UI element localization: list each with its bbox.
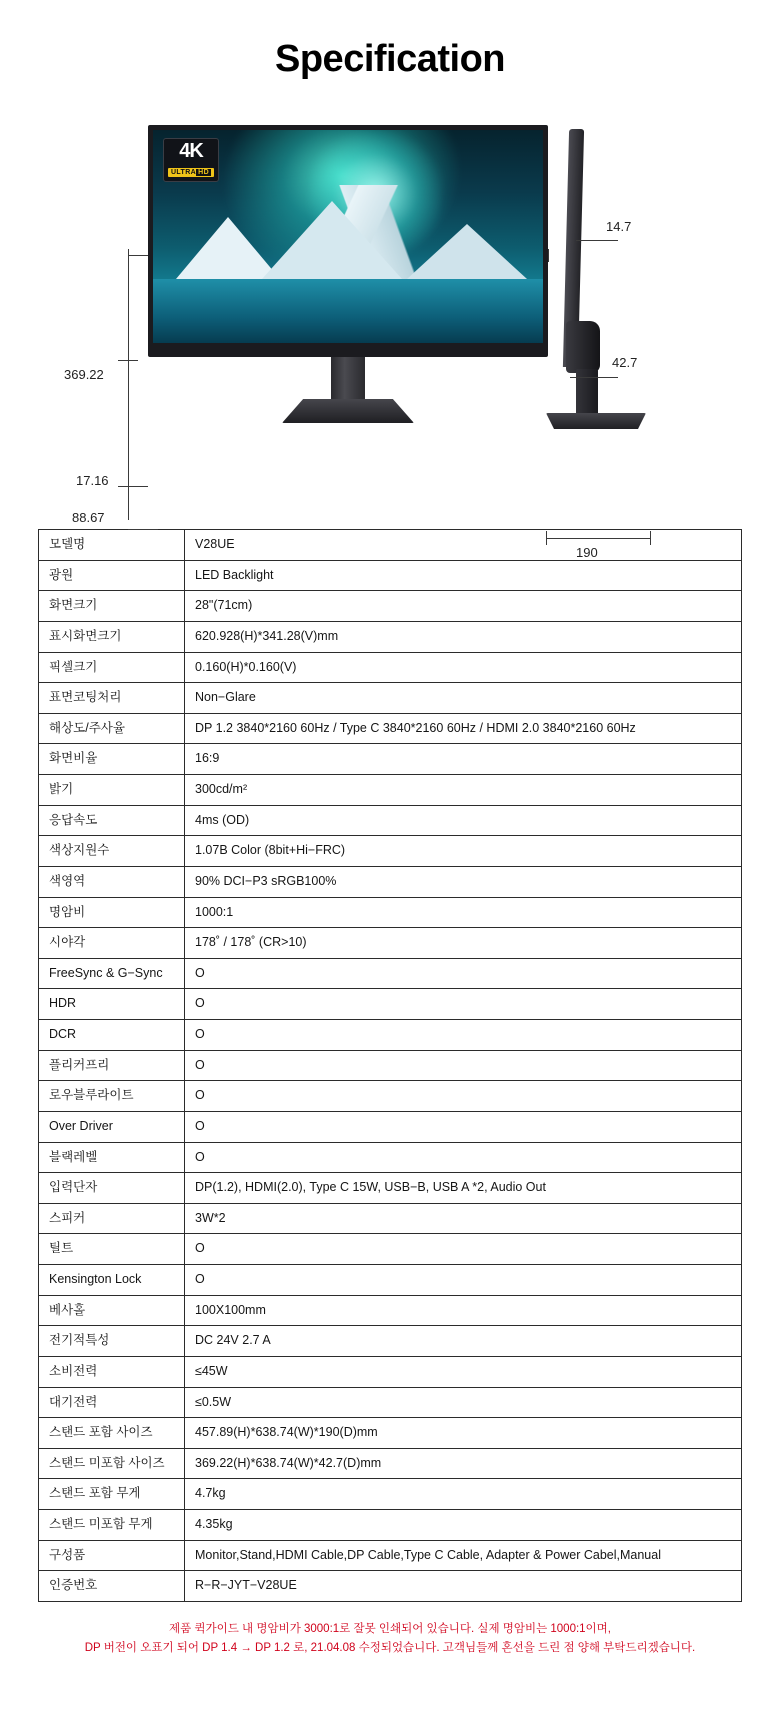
dimension-side-depth-top: 14.7	[606, 219, 632, 234]
table-row	[39, 1081, 742, 1112]
table-row	[39, 1418, 742, 1449]
spec-key: 픽셀크기	[39, 652, 185, 683]
spec-value: DC 24V 2.7 A	[185, 1326, 742, 1357]
spec-key: 표면코팅처리	[39, 683, 185, 714]
spec-key: 시야각	[39, 928, 185, 959]
dimension-line-base-depth	[546, 538, 650, 539]
spec-key: 블랙레벨	[39, 1142, 185, 1173]
dimension-base-depth: 190	[576, 545, 598, 560]
spec-value: O	[185, 958, 742, 989]
spec-key: 스탠드 포함 사이즈	[39, 1418, 185, 1449]
spec-value: O	[185, 1111, 742, 1142]
spec-key: Kensington Lock	[39, 1265, 185, 1296]
table-row	[39, 928, 742, 959]
spec-value: 457.89(H)*638.74(W)*190(D)mm	[185, 1418, 742, 1449]
monitor-front-view	[148, 125, 548, 357]
table-row	[39, 1326, 742, 1357]
monitor-base	[282, 399, 414, 423]
footnote-line-1: 제품 퀵가이드 내 명암비가 3000:1로 잘못 인쇄되어 있습니다. 실제 명암비는 1000:1이며,	[169, 1622, 611, 1635]
table-row	[39, 1203, 742, 1234]
spec-value: 4.7kg	[185, 1479, 742, 1510]
spec-key: 입력단자	[39, 1173, 185, 1204]
footnote	[38, 1620, 742, 1658]
specification-table-body	[39, 530, 742, 1602]
spec-value: 300cd/m²	[185, 775, 742, 806]
dimension-tick-side-top	[576, 240, 618, 241]
table-row	[39, 1295, 742, 1326]
spec-value: DP 1.2 3840*2160 60Hz / Type C 3840*2160 60Hz / HDMI 2.0 3840*2160 60Hz	[185, 713, 742, 744]
table-row	[39, 836, 742, 867]
table-row	[39, 1479, 742, 1510]
spec-value: 28"(71cm)	[185, 591, 742, 622]
spec-key: 로우블루라이트	[39, 1081, 185, 1112]
table-row	[39, 775, 742, 806]
table-row	[39, 683, 742, 714]
table-row	[39, 1571, 742, 1602]
spec-key: 모델명	[39, 530, 185, 561]
spec-key: 색영역	[39, 866, 185, 897]
table-row	[39, 591, 742, 622]
badge-4k-label: 4K	[179, 140, 203, 162]
table-row	[39, 897, 742, 928]
spec-value: 16:9	[185, 744, 742, 775]
spec-value: V28UE	[185, 530, 742, 561]
dimension-tick-total-height	[128, 529, 158, 530]
table-row	[39, 1540, 742, 1571]
table-row	[39, 621, 742, 652]
table-row	[39, 1020, 742, 1051]
spec-value: 369.22(H)*638.74(W)*42.7(D)mm	[185, 1448, 742, 1479]
spec-value: 0.160(H)*0.160(V)	[185, 652, 742, 683]
spec-key: 스탠드 미포함 무게	[39, 1510, 185, 1541]
side-base	[546, 413, 646, 429]
badge-hd-text: HD	[198, 169, 210, 176]
spec-value: Monitor,Stand,HDMI Cable,DP Cable,Type C Cable, Adapter & Power Cabel,Manual	[185, 1540, 742, 1571]
dimension-line-vertical-left	[128, 255, 129, 520]
spec-key: 베사홀	[39, 1295, 185, 1326]
dimension-panel-height: 369.22	[64, 367, 104, 382]
table-row	[39, 560, 742, 591]
dimension-tick-base-left	[546, 531, 547, 545]
badge-ultrahd-label	[168, 168, 214, 177]
spec-value: O	[185, 1020, 742, 1051]
spec-value: O	[185, 1050, 742, 1081]
spec-key: 틸트	[39, 1234, 185, 1265]
table-row	[39, 1111, 742, 1142]
spec-key: 밝기	[39, 775, 185, 806]
table-row	[39, 1234, 742, 1265]
table-row	[39, 713, 742, 744]
spec-key: DCR	[39, 1020, 185, 1051]
spec-key: 색상지원수	[39, 836, 185, 867]
spec-value: 1000:1	[185, 897, 742, 928]
dimension-tick-base-right	[650, 531, 651, 545]
dimension-total-height: 88.67	[72, 510, 105, 525]
table-row	[39, 1050, 742, 1081]
spec-value: 1.07B Color (8bit+Hi−FRC)	[185, 836, 742, 867]
spec-key: HDR	[39, 989, 185, 1020]
dimension-tick-panel-height	[118, 360, 138, 361]
resolution-badge	[163, 138, 219, 182]
table-row	[39, 989, 742, 1020]
spec-key: 표시화면크기	[39, 621, 185, 652]
mountain-peak-right	[407, 224, 527, 279]
spec-value: Non−Glare	[185, 683, 742, 714]
spec-value: ≤0.5W	[185, 1387, 742, 1418]
spec-value: 3W*2	[185, 1203, 742, 1234]
spec-value: 178˚ / 178˚ (CR>10)	[185, 928, 742, 959]
spec-value: O	[185, 1142, 742, 1173]
water-reflection	[153, 279, 543, 343]
spec-value: O	[185, 1265, 742, 1296]
spec-key: 스탠드 미포함 사이즈	[39, 1448, 185, 1479]
table-row	[39, 1265, 742, 1296]
spec-key: 구성품	[39, 1540, 185, 1571]
spec-value: R−R−JYT−V28UE	[185, 1571, 742, 1602]
spec-key: 스피커	[39, 1203, 185, 1234]
spec-value: DP(1.2), HDMI(2.0), Type C 15W, USB−B, USB A *2, Audio Out	[185, 1173, 742, 1204]
table-row	[39, 530, 742, 561]
spec-key: 해상도/주사율	[39, 713, 185, 744]
table-row	[39, 1387, 742, 1418]
spec-value: 4.35kg	[185, 1510, 742, 1541]
dimension-tick-stand-gap	[118, 486, 148, 487]
spec-key: 인증번호	[39, 1571, 185, 1602]
side-housing	[566, 321, 600, 373]
monitor-side-view	[540, 123, 700, 443]
specification-table	[38, 529, 742, 1602]
spec-key: 플리커프리	[39, 1050, 185, 1081]
spec-value: O	[185, 1234, 742, 1265]
spec-key: 광원	[39, 560, 185, 591]
table-row	[39, 744, 742, 775]
table-row	[39, 1510, 742, 1541]
spec-key: 대기전력	[39, 1387, 185, 1418]
badge-ultra-text: ULTRA	[170, 169, 197, 176]
spec-value: LED Backlight	[185, 560, 742, 591]
monitor-bezel	[148, 125, 548, 357]
mountain-peak-center	[262, 201, 402, 279]
spec-key: Over Driver	[39, 1111, 185, 1142]
monitor-neck	[331, 357, 365, 403]
table-row	[39, 866, 742, 897]
spec-key: 응답속도	[39, 805, 185, 836]
dimension-side-depth-mid: 42.7	[612, 355, 638, 370]
screen-wallpaper	[153, 130, 543, 343]
spec-key: 전기적특성	[39, 1326, 185, 1357]
footnote-line-2: DP 버전이 오표기 되어 DP 1.4 → DP 1.2 로, 21.04.08 수정되었습니다. 고객님들께 혼선을 드린 점 양해 부탁드리겠습니다.	[84, 1641, 696, 1654]
spec-value: ≤45W	[185, 1356, 742, 1387]
spec-key: 스탠드 포함 무게	[39, 1479, 185, 1510]
dimension-tick-side-mid	[570, 377, 618, 378]
spec-value: 4ms (OD)	[185, 805, 742, 836]
spec-key: 화면크기	[39, 591, 185, 622]
table-row	[39, 1173, 742, 1204]
table-row	[39, 805, 742, 836]
spec-value: O	[185, 1081, 742, 1112]
table-row	[39, 1448, 742, 1479]
spec-value: O	[185, 989, 742, 1020]
table-row	[39, 652, 742, 683]
table-row	[39, 1142, 742, 1173]
spec-key: FreeSync & G−Sync	[39, 958, 185, 989]
spec-value: 620.928(H)*341.28(V)mm	[185, 621, 742, 652]
spec-value: 90% DCI−P3 sRGB100%	[185, 866, 742, 897]
dimension-stand-gap: 17.16	[76, 473, 109, 488]
page-title: Specification	[275, 38, 505, 80]
table-row	[39, 958, 742, 989]
spec-key: 화면비율	[39, 744, 185, 775]
spec-key: 명암비	[39, 897, 185, 928]
spec-value: 100X100mm	[185, 1295, 742, 1326]
spec-key: 소비전력	[39, 1356, 185, 1387]
table-row	[39, 1356, 742, 1387]
